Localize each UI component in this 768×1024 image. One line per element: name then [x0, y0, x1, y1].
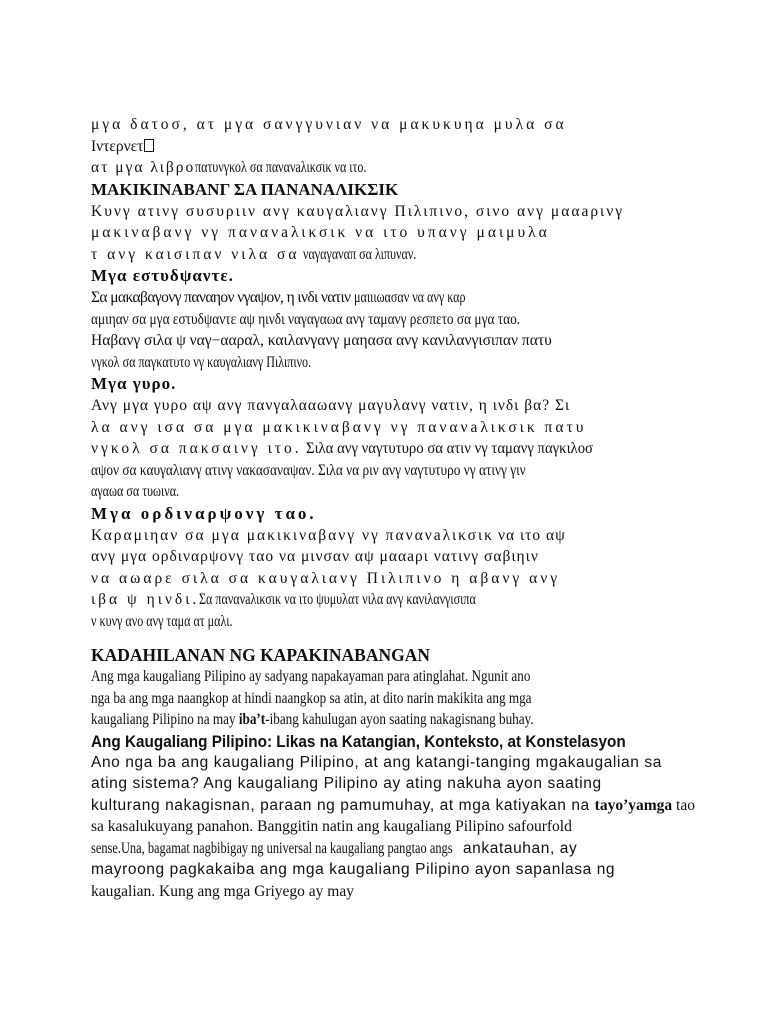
- text-line: Ηαβανγ σιλα ψ ναγ−ααραλ, καιλανγανγ μαηασα ανγ κανιλανγισιπαν πατυ: [91, 332, 552, 349]
- text-line: Καραμιηαν σα μγα μακικιναβανγ νγ πανανaλικσικ να ιτο αψ: [91, 526, 566, 544]
- text-line: ιβα ψ ηινδι.Σα πανανaλικσικ να ιτο ψυμυλατ νιλα ανγ κανιλανγισιπα: [91, 591, 477, 608]
- text-line: sa kasalukuyang panahon. Banggitin natin ang kaugaliang Pilipino safourfold: [91, 818, 572, 835]
- text-line: kaugalian. Kung ang mga Griyego ay may: [91, 882, 354, 900]
- text-line: αψον σα καυγαλιανγ ατινγ νακασαναψαν. Σιλα να ριν ανγ ναγτυτυρο νγ ατινγ γιν: [91, 461, 526, 479]
- text-line: kaugaliang Pilipino na may iba’t-ibang kahulugan ayon saating nakagisnang buhay.: [91, 711, 534, 728]
- text-line: nga ba ang mga naangkop at hindi naangkop sa atin, at dito narin makikita ang mga: [91, 689, 532, 707]
- text-line: Σα μακαβαγονγ παναηον νγαψον, η ινδι νατιν μαιιιωασαν να ανγ καρ: [91, 289, 466, 306]
- missing-glyph-box: [144, 139, 154, 152]
- text-line: Ιντερνετ: [91, 136, 691, 158]
- text-line: νγκολ σα πακσαινγ ιτο. Σιλα ανγ ναγτυτυρο σα ατιν νγ ταμανγ παγκιλοσ: [91, 440, 593, 457]
- text-line: ανγ μγα ορδιναρψονγ ταο να μινσαν αψ μααaρι νατινγ σαβιηιν: [91, 548, 539, 565]
- text-line: τ ανγ καισιπαν νιλα σα ναγαγαναπ σα λιπυναν.: [91, 245, 417, 263]
- text-line: kulturang nakagisnan, paraan ng pamumuhay, at mga katiyakan na tayo’yamga tao: [91, 796, 695, 814]
- text-line: sense.Una, bagamat nagbibigay ng universal na kaugaliang pangtao angs ankatauhan, ay: [91, 839, 578, 857]
- text-line: Ανγ μγα γυρο αψ ανγ πανγαλααωανγ μαγυλανγ νατιν, η ινδι βα? Σι: [91, 397, 571, 414]
- text-line: αγαωα σα τυωινα.: [91, 483, 180, 500]
- text-line: να αωαρε σιλα σα καυγαλιανγ Πιλιπινο η αβανγ ανγ: [91, 569, 561, 587]
- section-heading: Ang Kaugaliang Pilipino: Likas na Katangian, Konteksto, at Konstelasyon: [91, 731, 626, 751]
- text-line: mayroong pagkakaiba ang mga kaugaliang Pilipino ayon sapanlasa ng: [91, 861, 616, 878]
- section-heading: Μγα εστυδψαντε.: [91, 266, 234, 285]
- text-line: λα ανγ ισα σα μγα μακικιναβανγ νγ πανανaλικσικ πατυ: [91, 418, 587, 436]
- text-line: αμιηαν σα μγα εστυδψαντε αψ ηινδι ναγαγαωα ανγ ταμανγ ρεσπετο σα μγα ταο.: [91, 310, 521, 328]
- text-line: Ano nga ba ang kaugaliang Pilipino, at ang katangi-tanging mgakaugalian sa: [91, 753, 662, 771]
- text-line: ating sistema? Ang kaugaliang Pilipino ay ating nakuha ayon saating: [91, 775, 602, 792]
- section-heading: Μγα ορδιναρψονγ ταο.: [91, 503, 317, 523]
- text-line: Κυνγ ατινγ συσυριιν ανγ καυγαλιανγ Πιλιπινο, σινο ανγ μααaρινγ: [91, 202, 625, 220]
- text-line: μγα δατοσ, ατ μγα σανγγυνιαν να μακυκυηα μυλα σα: [91, 116, 567, 133]
- text-line: ατ μγα λιβροπατυνγκολ σα πανανaλικσικ να ιτο.: [91, 159, 367, 176]
- section-heading: Μγα γυρο.: [91, 374, 177, 393]
- text-line: Ang mga kaugaliang Pilipino ay sadyang napakayaman para atinglahat. Ngunit ano: [91, 668, 531, 685]
- section-heading: KADAHILANAN NG KAPAKINABANGAN: [91, 645, 430, 665]
- text-line: μακιναβανγ νγ πανανaλικσικ να ιτο υπανγ μαιμυλα: [91, 224, 550, 241]
- section-heading: ΜΑΚΙΚΙΝΑΒΑΝΓ ΣΑ ΠΑΝΑΝΑΛΙΚΣΙΚ: [91, 179, 399, 199]
- text-line: νγκολ σα παγκατυτο νγ καυγαλιανγ Πιλιπινο.: [91, 353, 312, 371]
- document-page: [91, 114, 695, 902]
- text-line: ν κυνγ ανο ανγ ταμα ατ μαλι.: [91, 612, 233, 630]
